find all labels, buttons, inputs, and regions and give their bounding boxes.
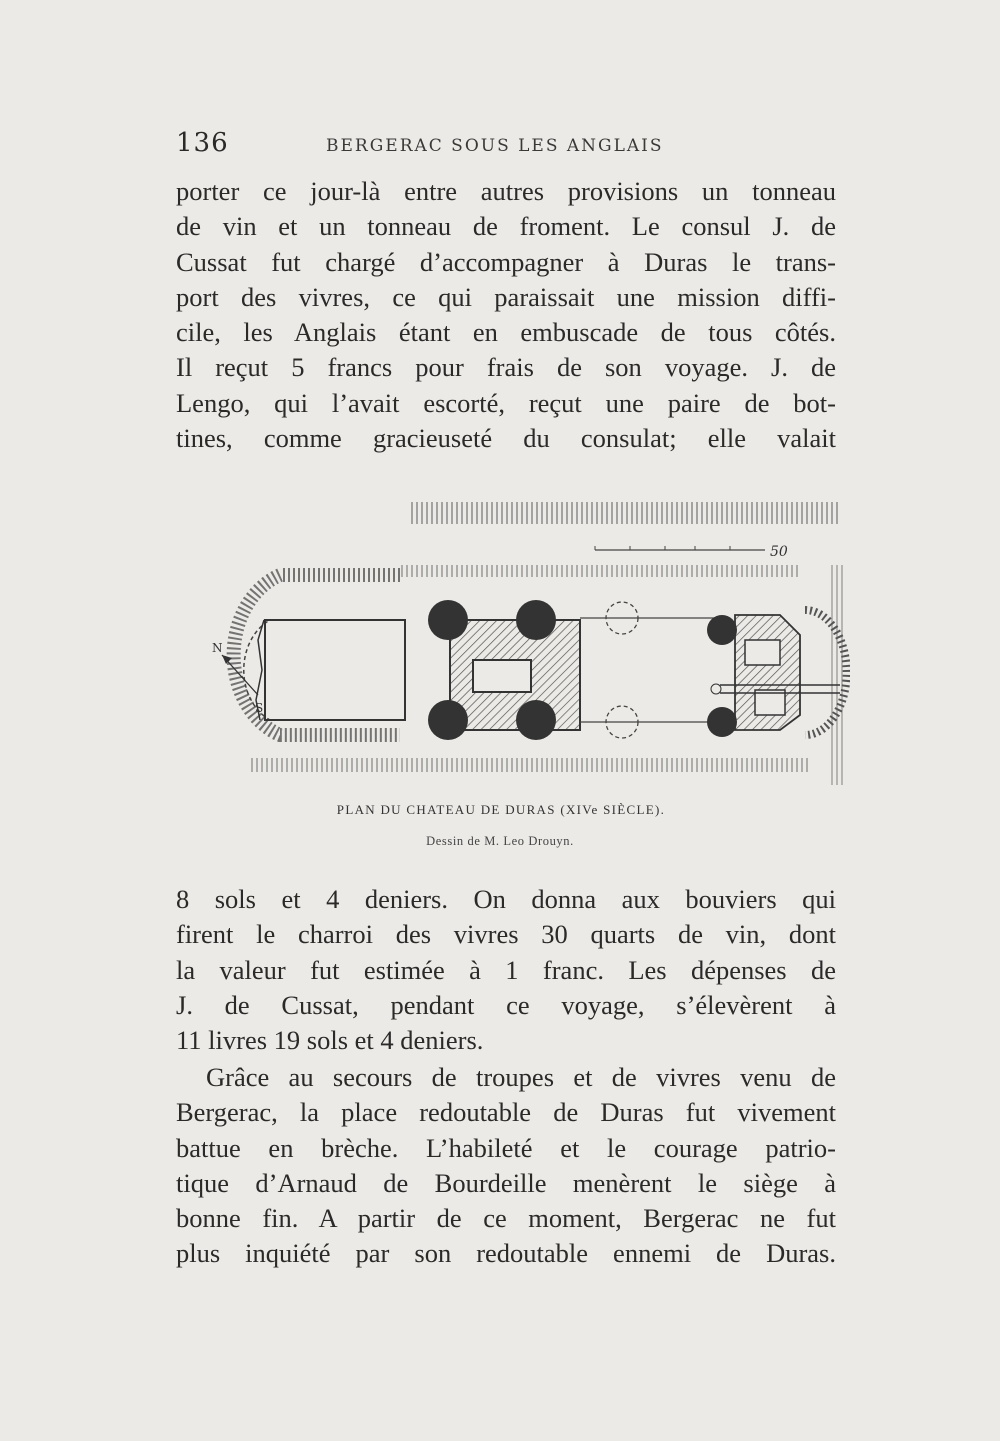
- castle-plan-illustration: [160, 490, 850, 810]
- paragraph-top: [176, 174, 836, 456]
- text-line: battue en brèche. L’habileté et le courage patrio-: [176, 1132, 836, 1163]
- east-gatehouse: [707, 610, 847, 737]
- text-line: 8 sols et 4 deniers. On donna aux bouviers qui: [176, 884, 836, 914]
- text-line: Cussat fut chargé d’accompagner à Duras le trans-: [176, 246, 836, 277]
- running-title: BERGERAC SOUS LES ANGLAIS: [326, 136, 664, 156]
- text-line: la valeur fut estimée à 1 franc. Les dépenses de: [176, 954, 836, 985]
- page-header: [176, 128, 836, 164]
- tower: [428, 700, 468, 740]
- text-line: Lengo, qui l’avait escorté, reçut une paire de bot-: [176, 387, 836, 418]
- text-line: bonne fin. A partir de ce moment, Bergerac ne fut: [176, 1203, 836, 1234]
- page-number: 136: [176, 128, 229, 158]
- text-line: cile, les Anglais étant en embuscade de tous côtés.: [176, 317, 836, 348]
- tower: [428, 600, 468, 640]
- keep: [428, 600, 720, 740]
- text-line: tines, comme gracieuseté du consulat; elle valait: [176, 423, 836, 454]
- scale-bar: [595, 544, 788, 560]
- text-line: firent le charroi des vivres 30 quarts de vin, dont: [176, 919, 836, 950]
- figure-credit: Dessin de M. Leo Drouyn.: [426, 834, 574, 848]
- text-line: Bergerac, la place redoutable de Duras fut vivement: [176, 1097, 836, 1128]
- compass-north: N: [212, 641, 223, 655]
- scale-label: 50: [770, 544, 788, 560]
- compass-south: S: [255, 701, 264, 715]
- figure-caption: PLAN DU CHATEAU DE DURAS (XIVe SIÈCLE).: [336, 802, 666, 817]
- west-bastion: [212, 575, 405, 735]
- paragraph-bottom-1: [176, 882, 836, 1058]
- text-line: de vin et un tonneau de froment. Le consul J. de: [176, 211, 836, 242]
- text-line: port des vivres, ce qui paraissait une mission diffi-: [176, 281, 836, 312]
- text-line: porter ce jour-là entre autres provisions un tonneau: [176, 176, 836, 206]
- text-line: Grâce au secours de troupes et de vivres venu de: [206, 1062, 836, 1092]
- text-line: tique d’Arnaud de Bourdeille menèrent le siège à: [176, 1167, 836, 1198]
- text-line: Il reçut 5 francs pour frais de son voyage. J. de: [176, 352, 836, 383]
- text-line: J. de Cussat, pendant ce voyage, s’élevèrent à: [176, 989, 836, 1020]
- tower: [516, 700, 556, 740]
- paragraph-bottom-2: [176, 1060, 836, 1272]
- text-line: plus inquiété par son redoutable ennemi de Duras.: [176, 1238, 836, 1269]
- text-line: 11 livres 19 sols et 4 deniers.: [176, 1025, 484, 1056]
- tower: [516, 600, 556, 640]
